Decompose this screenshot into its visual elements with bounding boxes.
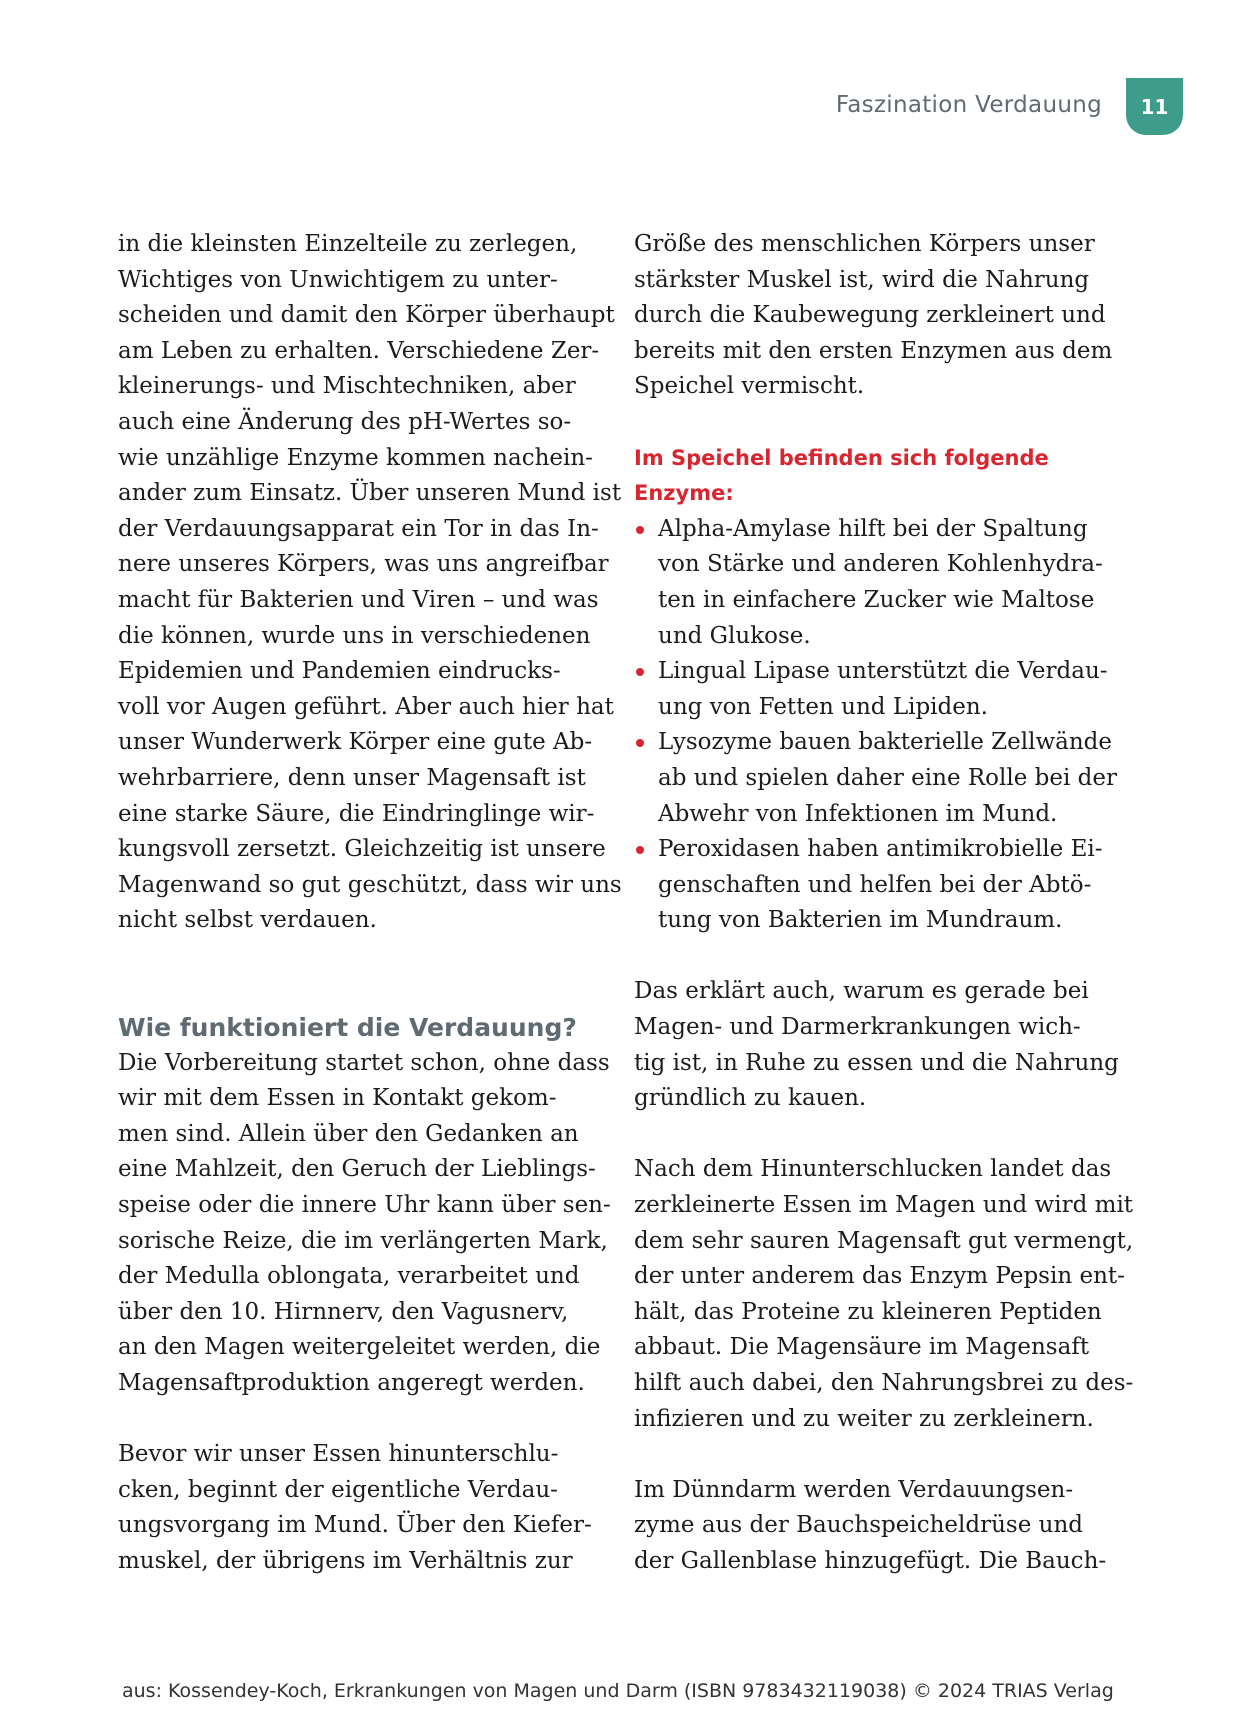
text-line: der Medulla oblongata, verarbeitet und [118,1263,580,1290]
left-column [118,227,622,1580]
bullet-dot-icon [636,526,644,534]
text-line: der unter anderem das Enzym Pepsin ent- [634,1263,1125,1290]
text-line: tung von Bakterien im Mundraum. [658,907,1063,934]
page-number-badge: 11 [1126,78,1183,135]
text-line: gründlich zu kauen. [634,1085,867,1112]
text-line: kleinerungs- und Mischtechniken, aber [118,373,576,400]
text-line: Magenwand so gut geschützt, dass wir uns [118,871,622,898]
text-line: kungsvoll zersetzt. Gleichzeitig ist unsere [118,836,606,863]
paragraph-intro [118,227,622,939]
text-line: am Leben zu erhalten. Verschiedene Zer- [118,337,600,364]
text-line: der Gallenblase hinzugefügt. Die Bauch- [634,1547,1107,1574]
text-line: zerkleinerte Essen im Magen und wird mit [634,1192,1134,1219]
right-column [634,227,1134,1580]
text-line: macht für Bakterien und Viren – und was [118,586,599,613]
text-line: hält, das Proteine zu kleineren Peptiden [634,1298,1102,1325]
text-line: Abwehr von Infektionen im Mund. [658,800,1058,827]
running-header-title: Faszination Verdauung [835,92,1102,118]
text-line: auch eine Änderung des pH-Wertes so- [118,408,572,435]
text-line: Im Dünndarm werden Verdauungsen- [634,1476,1074,1503]
text-line: ung von Fetten und Lipiden. [658,693,988,720]
list-item [634,654,1134,725]
enzyme-list [634,512,1134,939]
paragraph-stomach [634,1152,1134,1437]
paragraph-mouth [118,1437,598,1579]
text-line: der Verdauungsapparat ein Tor in das In- [118,515,599,542]
text-line: sorische Reize, die im verlängerten Mark, [118,1227,608,1254]
text-line: abbaut. Die Magensäure im Magensaft [634,1334,1090,1361]
text-line: Alpha-Amylase hilft bei der Spaltung [658,515,1088,542]
text-line: Das erklärt auch, warum es gerade bei [634,978,1089,1005]
text-line: unser Wunderwerk Körper eine gute Ab- [118,729,593,756]
text-line: Magen- und Darmerkrankungen wich- [634,1014,1081,1041]
paragraph-small-intestine [634,1473,1134,1580]
bullet-dot-icon [636,739,644,747]
bullet-dot-icon [636,846,644,854]
text-line: men sind. Allein über den Gedanken an [118,1120,579,1147]
text-line: tig ist, in Ruhe zu essen und die Nahrung [634,1049,1119,1076]
text-line: eine Mahlzeit, den Geruch der Lieblings- [118,1156,596,1183]
text-line: von Stärke und anderen Kohlenhydra- [658,551,1103,578]
text-line: dem sehr sauren Magensaft gut vermengt, [634,1227,1134,1254]
text-line: Wichtiges von Unwichtigem zu unter- [118,266,558,293]
text-line: Nach dem Hinunterschlucken landet das [634,1156,1112,1183]
text-line: Magensaftproduktion angeregt werden. [118,1370,585,1396]
text-line: Bevor wir unser Essen hinunterschlu- [118,1441,559,1468]
bullet-dot-icon [636,668,644,676]
paragraph-chewing [634,227,1134,405]
text-line: wehrbarriere, denn unser Magensaft ist [118,764,586,791]
text-line: cken, beginnt der eigentliche Verdau- [118,1476,558,1503]
text-line: wie unzählige Enzyme kommen nachein- [118,444,593,471]
text-line: Lingual Lipase unterstützt die Verdau- [658,658,1108,685]
text-line: an den Magen weitergeleitet werden, die [118,1334,601,1361]
text-line: Im Speichel befinden sich folgende [634,445,1049,470]
text-line: Größe des menschlichen Körpers unser [634,231,1095,257]
list-item [634,725,1134,832]
enzyme-list-intro [634,441,1134,512]
text-line: Peroxidasen haben antimikrobielle Ei- [658,836,1103,863]
text-line: ungsvorgang im Mund. Über den Kiefer- [118,1512,592,1539]
text-line: ab und spielen daher eine Rolle bei der [658,764,1117,791]
text-line: durch die Kaubewegung zerkleinert und [634,302,1106,329]
text-line: bereits mit den ersten Enzymen aus dem [634,337,1113,364]
text-line: voll vor Augen geführt. Aber auch hier hat [118,693,614,720]
paragraph-eating-calmly [634,974,1134,1116]
text-line: muskel, der übrigens im Verhältnis zur [118,1547,573,1574]
list-item [634,512,1134,654]
text-line: genschaften und helfen bei der Abtö- [658,871,1092,898]
text-line: Die Vorbereitung startet schon, ohne dass [118,1049,610,1076]
text-line: in die kleinsten Einzelteile zu zerlegen, [118,231,578,257]
text-line: Enzyme: [634,481,734,506]
text-line: nicht selbst verdauen. [118,907,377,934]
text-line: und Glukose. [658,622,811,649]
text-line: nere unseres Körpers, was uns angreifbar [118,551,609,578]
text-line: scheiden und damit den Körper überhaupt [118,302,615,329]
text-line: Epidemien und Pandemien eindrucks- [118,658,561,685]
text-line: Speichel vermischt. [634,373,865,400]
text-line: speise oder die innere Uhr kann über sen- [118,1192,611,1219]
text-line: Lysozyme bauen bakterielle Zellwände [658,729,1113,756]
text-line: ten in einfachere Zucker wie Maltose [658,586,1095,613]
source-citation: aus: Kossendey-Koch, Erkrankungen von Magen und Darm (ISBN 9783432119038) © 2024 TRIAS Verlag [122,1680,1114,1702]
text-line: ander zum Einsatz. Über unseren Mund ist [118,480,622,507]
paragraph-preparation [118,1046,611,1402]
text-line: eine starke Säure, die Eindringlinge wir- [118,800,595,827]
text-line: zyme aus der Bauchspeicheldrüse und [634,1512,1084,1539]
list-item [634,832,1134,939]
text-line: hilft auch dabei, den Nahrungsbrei zu des- [634,1370,1134,1396]
text-line: wir mit dem Essen in Kontakt gekom- [118,1085,557,1112]
text-line: die können, wurde uns in verschiedenen [118,622,591,649]
text-line: über den 10. Hirnnerv, den Vagusnerv, [118,1298,569,1325]
section-heading: Wie funktioniert die Verdauung? [118,1013,577,1043]
text-line: stärkster Muskel ist, wird die Nahrung [634,266,1090,293]
text-line: infizieren und zu weiter zu zerkleinern. [634,1405,1094,1432]
